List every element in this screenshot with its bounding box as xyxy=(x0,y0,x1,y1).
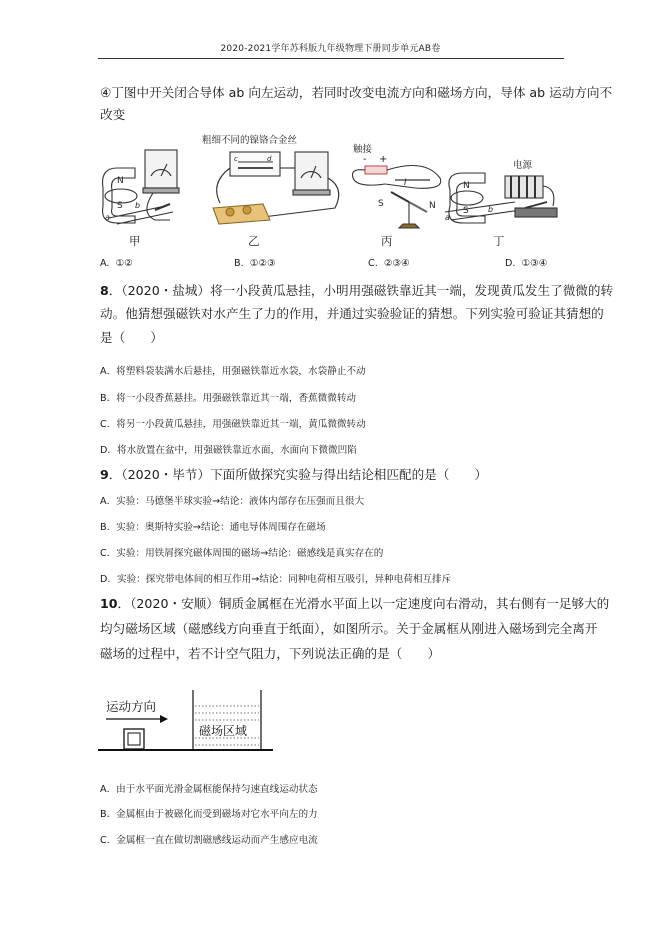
figure-yi-d: d xyxy=(267,155,272,163)
page-header: 2020-2021学年苏科版九年级物理下册同步单元AB卷 xyxy=(220,44,441,54)
figure-jia-apparatus xyxy=(103,150,179,224)
figure-bing-n: N xyxy=(429,201,436,211)
figure-yi-apparatus xyxy=(213,152,339,224)
q8-option-d[interactable]: D．将水放置在盆中，用强磁铁靠近水面，水面向下微微凹陷 xyxy=(100,445,357,456)
figure-label-bing: 丙 xyxy=(381,234,393,248)
figure-ding-n: N xyxy=(463,181,470,191)
q7-option-b[interactable]: B. ①②③ xyxy=(234,258,276,269)
q10-magnetic-field-region xyxy=(193,690,261,750)
q8-option-a[interactable]: A．将塑料袋装满水后悬挂，用强磁铁靠近水袋，水袋静止不动 xyxy=(100,366,366,377)
q7-option-a[interactable]: A. ①② xyxy=(100,258,133,269)
q8-stem-line1: 8．（2020・盐城）将一小段黄瓜悬挂，小明用强磁铁靠近其一端，发现黄瓜发生了微微的转 xyxy=(100,283,614,298)
figure-jia-s: S xyxy=(117,201,123,211)
q10-motion-direction-label: 运动方向 xyxy=(106,699,157,714)
figure-ding-s: S xyxy=(463,206,469,216)
q10-stem-line2: 均匀磁场区域（磁感线方向垂直于纸面），如图所示。关于金属框从刚进入磁场到完全离开 xyxy=(100,621,598,636)
q7-figure-experiments xyxy=(95,128,565,253)
figure-bing-minus: - xyxy=(363,154,367,165)
q8-stem-line3: 是（ ） xyxy=(100,330,163,345)
q9-number: 9 xyxy=(100,467,109,482)
q7-statement-4-line1: ④丁图中开关闭合导体 ab 向左运动，若同时改变电流方向和磁场方向，导体 ab 运动方向不 xyxy=(100,85,613,100)
figure-yi-caption: 粗细不同的镍铬合金丝 xyxy=(202,135,298,146)
q10-option-b[interactable]: B．金属框由于被磁化而受到磁场对它水平向左的力 xyxy=(100,809,318,820)
q7-statement-4-line2: 改变 xyxy=(100,107,126,122)
q9-option-c[interactable]: C．实验：用铁屑探究磁体周围的磁场→结论：磁感线是真实存在的 xyxy=(100,548,384,559)
q10-magnetic-region-label: 磁场区域 xyxy=(199,724,248,738)
q7-option-c[interactable]: C. ②③④ xyxy=(368,258,410,269)
figure-bing-touch-label: 触接 xyxy=(353,144,373,155)
q9-stem-line1: 9．（2020・毕节）下面所做探究实验与得出结论相匹配的是（ ） xyxy=(100,467,488,482)
q10-number: 10 xyxy=(100,596,118,611)
figure-ding-a: a xyxy=(445,213,450,222)
q9-option-b[interactable]: B．实验：奥斯特实验→结论：通电导体周围存在磁场 xyxy=(100,522,326,533)
figure-jia-n: N xyxy=(117,176,124,186)
figure-label-yi: 乙 xyxy=(248,234,260,248)
figure-ding-apparatus xyxy=(445,173,557,223)
q10-metal-frame-inner xyxy=(128,733,140,745)
arrow-right-icon xyxy=(160,715,168,723)
q9-option-a[interactable]: A．实验：马德堡半球实验→结论：液体内部存在压强而且很大 xyxy=(100,496,365,507)
figure-jia-b: b xyxy=(135,201,141,210)
figure-jia-a: a xyxy=(105,213,110,222)
figure-bing-plus: + xyxy=(379,154,388,165)
q10-metal-frame xyxy=(124,729,144,749)
q9-option-d[interactable]: D．实验：探究带电体间的相互作用→结论：同种电荷相互吸引，异种电荷相互排斥 xyxy=(100,574,452,585)
q10-stem-line1: 10．（2020・安顺）铜质金属框在光滑水平面上以一定速度向右滑动，其右侧有一足够大的 xyxy=(100,596,610,611)
figure-label-ding: 丁 xyxy=(493,234,505,248)
q7-option-d[interactable]: D. ①③④ xyxy=(505,258,548,269)
figure-ding-b: b xyxy=(488,205,494,214)
q8-option-b[interactable]: B．将一小段香蕉悬挂。用强磁铁靠近其一端，香蕉微微转动 xyxy=(100,393,357,404)
figure-label-jia: 甲 xyxy=(129,234,141,248)
figure-bing-apparatus xyxy=(353,166,441,229)
q10-stem-line3: 磁场的过程中，若不计空气阻力，下列说法正确的是（ ） xyxy=(100,646,441,661)
figure-yi-c: c xyxy=(234,155,238,163)
q8-stem-line2: 动。他猜想强磁铁对水产生了力的作用，并通过实验验证的猜想。下列实验可验证其猜想的 xyxy=(100,306,604,321)
figure-ding-power-label: 电源 xyxy=(513,160,533,171)
header-divider xyxy=(98,58,564,59)
q10-option-c[interactable]: C．金属框一直在做切割磁感线运动而产生感应电流 xyxy=(100,835,318,846)
figure-bing-i: I xyxy=(404,178,407,188)
q10-option-a[interactable]: A．由于水平面光滑金属框能保持匀速直线运动状态 xyxy=(100,784,318,795)
figure-bing-s: S xyxy=(378,199,384,209)
q8-option-c[interactable]: C．将另一小段黄瓜悬挂，用强磁铁靠近其一端，黄瓜微微转动 xyxy=(100,419,366,430)
q8-number: 8 xyxy=(100,283,109,298)
q10-figure-magnetic-region xyxy=(98,686,273,758)
